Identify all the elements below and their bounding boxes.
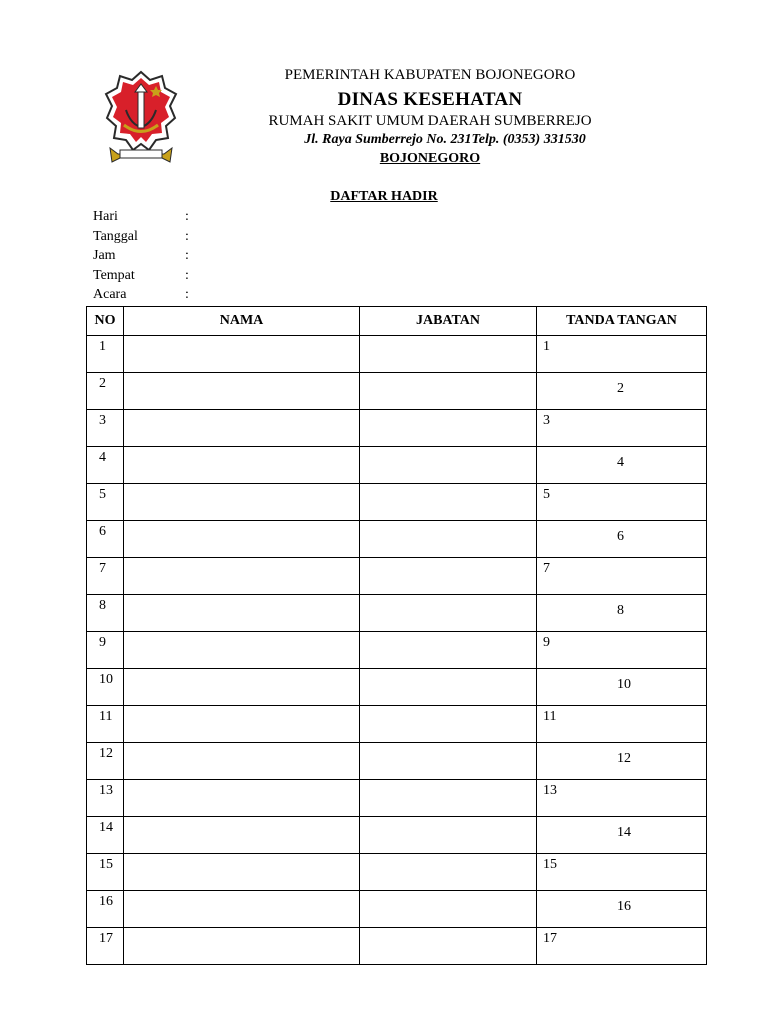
city-name: BOJONEGORO [379,151,481,166]
table-row [87,410,707,447]
signature-number: 1 [543,339,550,354]
meta-separator: : [185,228,189,244]
signature-cell[interactable] [537,558,707,595]
signature-number: 4 [617,455,624,470]
table-row [87,373,707,410]
nama-cell[interactable] [124,521,360,558]
row-number: 5 [87,484,124,521]
hospital-name: RUMAH SAKIT UMUM DAERAH SUMBERREJO [268,113,592,129]
table-row [87,817,707,854]
table-row [87,743,707,780]
jabatan-cell[interactable] [360,928,537,965]
signature-number: 11 [543,709,557,724]
signature-cell[interactable] [537,706,707,743]
row-number: 17 [87,928,124,965]
table-row [87,595,707,632]
row-number: 6 [87,521,124,558]
row-number: 13 [87,780,124,817]
signature-cell[interactable] [537,854,707,891]
jabatan-cell[interactable] [360,410,537,447]
jabatan-cell[interactable] [360,336,537,373]
signature-number: 7 [543,561,550,576]
header-tanda-tangan: TANDA TANGAN [537,307,707,336]
nama-cell[interactable] [124,928,360,965]
signature-cell[interactable] [537,632,707,669]
meta-fields [93,207,189,305]
nama-cell[interactable] [124,780,360,817]
jabatan-cell[interactable] [360,706,537,743]
nama-cell[interactable] [124,336,360,373]
row-number: 8 [87,595,124,632]
nama-cell[interactable] [124,373,360,410]
nama-cell[interactable] [124,743,360,780]
nama-cell[interactable] [124,669,360,706]
row-number: 11 [87,706,124,743]
table-row [87,447,707,484]
signature-cell[interactable] [537,373,707,410]
jabatan-cell[interactable] [360,743,537,780]
row-number: 4 [87,447,124,484]
jabatan-cell[interactable] [360,373,537,410]
row-number: 2 [87,373,124,410]
signature-number: 5 [543,487,550,502]
meta-separator: : [185,267,189,283]
nama-cell[interactable] [124,558,360,595]
document-title: DAFTAR HADIR [330,189,438,204]
table-row [87,669,707,706]
government-name: PEMERINTAH KABUPATEN BOJONEGORO [284,67,576,83]
table-body [87,336,707,965]
nama-cell[interactable] [124,410,360,447]
meta-row-hari [93,207,189,227]
signature-number: 14 [617,825,631,840]
meta-row-acara [93,285,189,305]
table-row [87,558,707,595]
nama-cell[interactable] [124,484,360,521]
row-number: 15 [87,854,124,891]
meta-label: Hari [93,209,118,224]
nama-cell[interactable] [124,595,360,632]
table-row [87,780,707,817]
header-nama: NAMA [124,307,360,336]
signature-number: 15 [543,857,557,872]
row-number: 7 [87,558,124,595]
jabatan-cell[interactable] [360,521,537,558]
nama-cell[interactable] [124,706,360,743]
row-number: 10 [87,669,124,706]
signature-number: 13 [543,783,557,798]
jabatan-cell[interactable] [360,595,537,632]
signature-cell[interactable] [537,891,707,928]
jabatan-cell[interactable] [360,780,537,817]
signature-cell[interactable] [537,743,707,780]
nama-cell[interactable] [124,891,360,928]
signature-number: 17 [543,931,557,946]
jabatan-cell[interactable] [360,447,537,484]
signature-cell[interactable] [537,780,707,817]
table-row [87,891,707,928]
table-header-row [87,307,707,336]
nama-cell[interactable] [124,447,360,484]
signature-cell[interactable] [537,521,707,558]
signature-cell[interactable] [537,595,707,632]
signature-number: 10 [617,677,631,692]
table-row [87,484,707,521]
attendance-table [86,306,707,965]
nama-cell[interactable] [124,817,360,854]
nama-cell[interactable] [124,854,360,891]
signature-number: 2 [617,381,624,396]
jabatan-cell[interactable] [360,632,537,669]
table-row [87,928,707,965]
signature-number: 8 [617,603,624,618]
table-row [87,706,707,743]
signature-number: 6 [617,529,624,544]
signature-number: 3 [543,413,550,428]
agency-name: DINAS KESEHATAN [337,89,523,110]
signature-number: 16 [617,899,631,914]
meta-row-tanggal [93,227,189,247]
table-row [87,521,707,558]
address-line: Jl. Raya Sumberrejo No. 231Telp. (0353) 331530 [304,132,586,147]
meta-label: Jam [93,248,116,263]
header-no: NO [87,307,124,336]
signature-number: 9 [543,635,550,650]
row-number: 9 [87,632,124,669]
header-jabatan: JABATAN [360,307,537,336]
signature-cell[interactable] [537,484,707,521]
meta-label: Tempat [93,267,135,283]
bojonegoro-seal-logo-icon [104,70,178,168]
signature-number: 12 [617,751,631,766]
meta-separator: : [185,287,189,302]
meta-separator: : [185,248,189,263]
signature-cell[interactable] [537,410,707,447]
row-number: 3 [87,410,124,447]
signature-cell[interactable] [537,928,707,965]
meta-row-tempat [93,266,189,286]
jabatan-cell[interactable] [360,669,537,706]
signature-cell[interactable] [537,817,707,854]
jabatan-cell[interactable] [360,817,537,854]
row-number: 1 [87,336,124,373]
signature-cell[interactable] [537,447,707,484]
table-row [87,854,707,891]
jabatan-cell[interactable] [360,484,537,521]
meta-row-jam [93,246,189,266]
jabatan-cell[interactable] [360,854,537,891]
meta-separator: : [185,209,189,224]
nama-cell[interactable] [124,632,360,669]
jabatan-cell[interactable] [360,558,537,595]
signature-cell[interactable] [537,336,707,373]
table-row [87,632,707,669]
row-number: 12 [87,743,124,780]
meta-label: Tanggal [93,228,138,244]
row-number: 16 [87,891,124,928]
jabatan-cell[interactable] [360,891,537,928]
meta-label: Acara [93,287,127,302]
table-row [87,336,707,373]
row-number: 14 [87,817,124,854]
signature-cell[interactable] [537,669,707,706]
